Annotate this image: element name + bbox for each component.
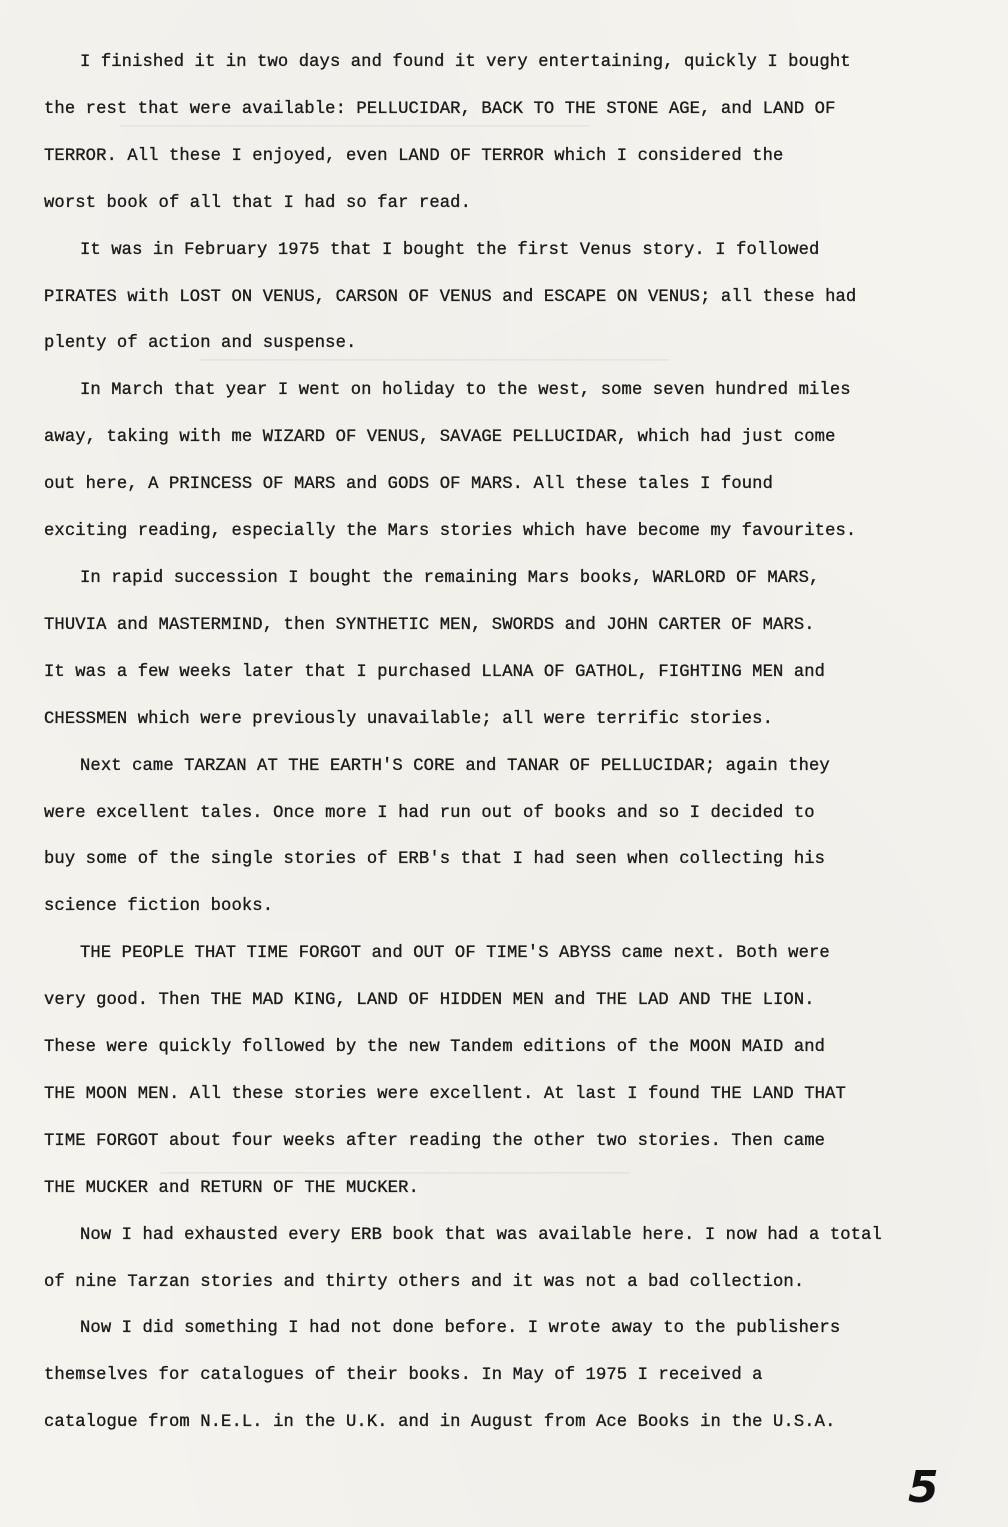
text-line: In rapid succession I bought the remaining Mars books, WARLORD OF MARS, xyxy=(80,568,820,588)
text-line: very good. Then THE MAD KING, LAND OF HIDDEN MEN and THE LAD AND THE LION. xyxy=(44,991,815,1011)
text-line: THE PEOPLE THAT TIME FORGOT and OUT OF TIME'S ABYSS came next. Both were xyxy=(80,944,830,964)
text-line: PIRATES with LOST ON VENUS, CARSON OF VENUS and ESCAPE ON VENUS; all these had xyxy=(44,287,857,307)
text-line: THE MUCKER and RETURN OF THE MUCKER. xyxy=(44,1178,419,1198)
text-line: were excellent tales. Once more I had run out of books and so I decided to xyxy=(44,803,815,823)
show-through-decoration: ────────────────────────────────────────────── xyxy=(120,118,590,137)
text-line: Now I had exhausted every ERB book that was available here. I now had a total xyxy=(80,1225,882,1245)
body-text xyxy=(44,40,984,1447)
text-line: plenty of action and suspense. xyxy=(44,334,357,354)
text-line: worst book of all that I had so far read. xyxy=(44,193,471,213)
text-line: catalogue from N.E.L. in the U.K. and in August from Ace Books in the U.S.A. xyxy=(44,1413,836,1433)
page-number: 5 xyxy=(908,1462,939,1513)
text-line: In March that year I went on holiday to the west, some seven hundred miles xyxy=(80,381,851,401)
show-through-decoration: ────────────────────────────────────────────── xyxy=(160,1165,630,1184)
text-line: away, taking with me WIZARD OF VENUS, SAVAGE PELLUCIDAR, which had just come xyxy=(44,428,836,448)
text-line: These were quickly followed by the new Tandem editions of the MOON MAID and xyxy=(44,1038,826,1058)
text-line: out here, A PRINCESS OF MARS and GODS OF MARS. All these tales I found xyxy=(44,475,773,495)
text-line: CHESSMEN which were previously unavailable; all were terrific stories. xyxy=(44,709,773,729)
text-line: THUVIA and MASTERMIND, then SYNTHETIC MEN, SWORDS and JOHN CARTER OF MARS. xyxy=(44,615,815,635)
text-line: Now I did something I had not done before. I wrote away to the publishers xyxy=(80,1319,841,1339)
text-line: TIME FORGOT about four weeks after reading the other two stories. Then came xyxy=(44,1131,826,1151)
text-line: the rest that were available: PELLUCIDAR, BACK TO THE STONE AGE, and LAND OF xyxy=(44,99,836,119)
text-line: science fiction books. xyxy=(44,897,274,917)
text-line: THE MOON MEN. All these stories were excellent. At last I found THE LAND THAT xyxy=(44,1084,846,1104)
text-line: Next came TARZAN AT THE EARTH'S CORE and TANAR OF PELLUCIDAR; again they xyxy=(80,756,830,776)
text-line: exciting reading, especially the Mars stories which have become my favourites. xyxy=(44,522,857,542)
text-line: TERROR. All these I enjoyed, even LAND OF TERROR which I considered the xyxy=(44,146,784,166)
text-line: I finished it in two days and found it very entertaining, quickly I bought xyxy=(80,53,851,72)
text-line: It was in February 1975 that I bought the first Venus story. I followed xyxy=(80,240,820,260)
text-line: themselves for catalogues of their books. In May of 1975 I received a xyxy=(44,1366,763,1386)
text-line: buy some of the single stories of ERB's that I had seen when collecting his xyxy=(44,850,826,870)
text-line: of nine Tarzan stories and thirty others and it was not a bad collection. xyxy=(44,1272,805,1292)
show-through-decoration: ────────────────────────────────────────────── xyxy=(200,352,670,371)
text-line: It was a few weeks later that I purchased LLANA OF GATHOL, FIGHTING MEN and xyxy=(44,662,826,682)
